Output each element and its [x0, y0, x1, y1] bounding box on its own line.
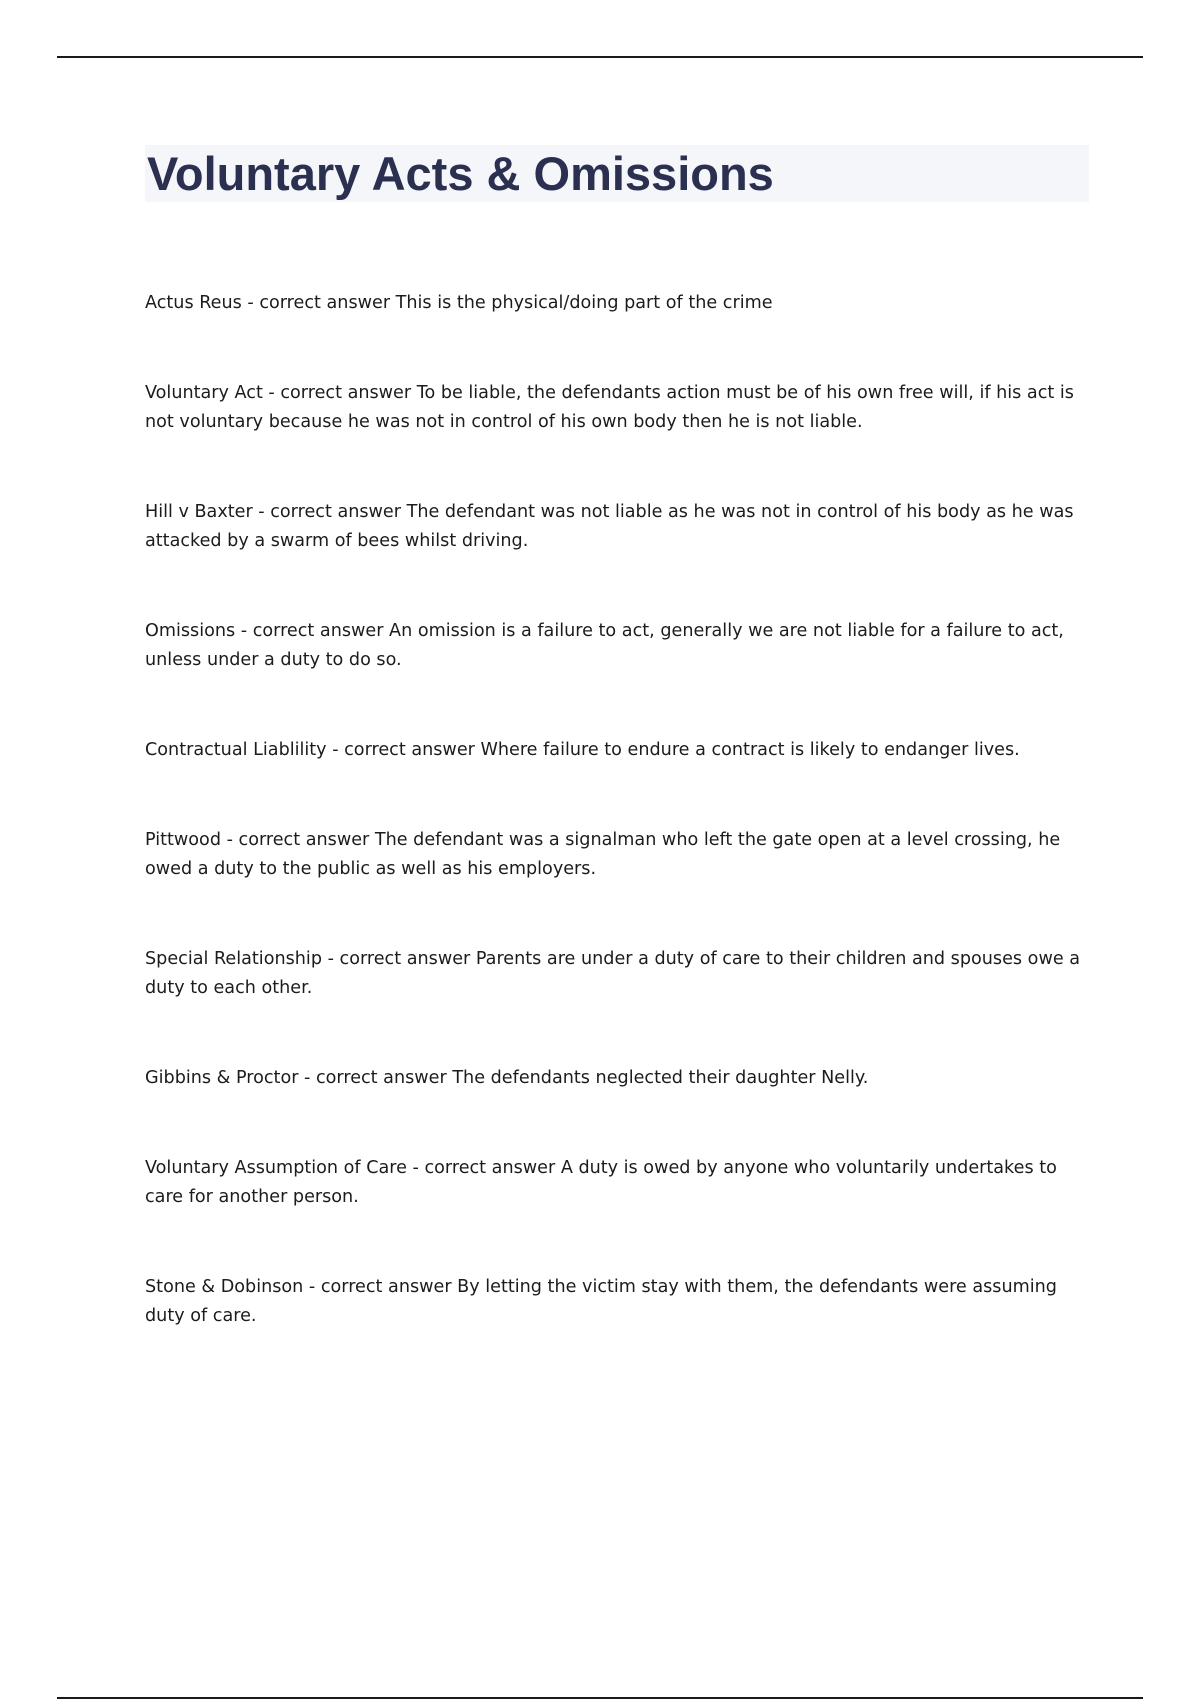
flashcard-entry-omissions: Omissions - correct answer An omission is a failure to act, generally we are not liable for a failure to act, unless under a duty to do so.	[145, 621, 1064, 670]
flashcard-entry-contractual-liability: Contractual Liablility - correct answer Where failure to endure a contract is likely to endanger lives.	[145, 740, 1020, 760]
title-banner	[145, 145, 1089, 202]
flashcard-list	[145, 289, 1085, 1392]
flashcard-entry-voluntary-act: Voluntary Act - correct answer To be liable, the defendants action must be of his own free will, if his act is not voluntary because he was not in control of his own body then he is not liable.	[145, 383, 1074, 432]
flashcard-entry-stone-dobinson: Stone & Dobinson - correct answer By letting the victim stay with them, the defendants were assuming duty of care.	[145, 1277, 1057, 1326]
flashcard-entry-hill-v-baxter: Hill v Baxter - correct answer The defendant was not liable as he was not in control of his body as he was attacked by a swarm of bees whilst driving.	[145, 502, 1074, 551]
flashcard-entry-pittwood: Pittwood - correct answer The defendant was a signalman who left the gate open at a level crossing, he owed a duty to the public as well as his employers.	[145, 830, 1061, 879]
flashcard-entry-voluntary-assumption: Voluntary Assumption of Care - correct answer A duty is owed by anyone who voluntarily undertakes to care for another person.	[145, 1158, 1057, 1207]
flashcard-entry-special-relationship: Special Relationship - correct answer Parents are under a duty of care to their children and spouses owe a duty to each other.	[145, 949, 1081, 998]
bottom-divider	[57, 1697, 1143, 1699]
flashcard-entry-actus-reus: Actus Reus - correct answer This is the physical/doing part of the crime	[145, 293, 773, 313]
flashcard-entry-gibbins-proctor: Gibbins & Proctor - correct answer The defendants neglected their daughter Nelly.	[145, 1068, 869, 1088]
top-divider	[57, 56, 1143, 58]
page-title: Voluntary Acts & Omissions	[147, 147, 774, 200]
